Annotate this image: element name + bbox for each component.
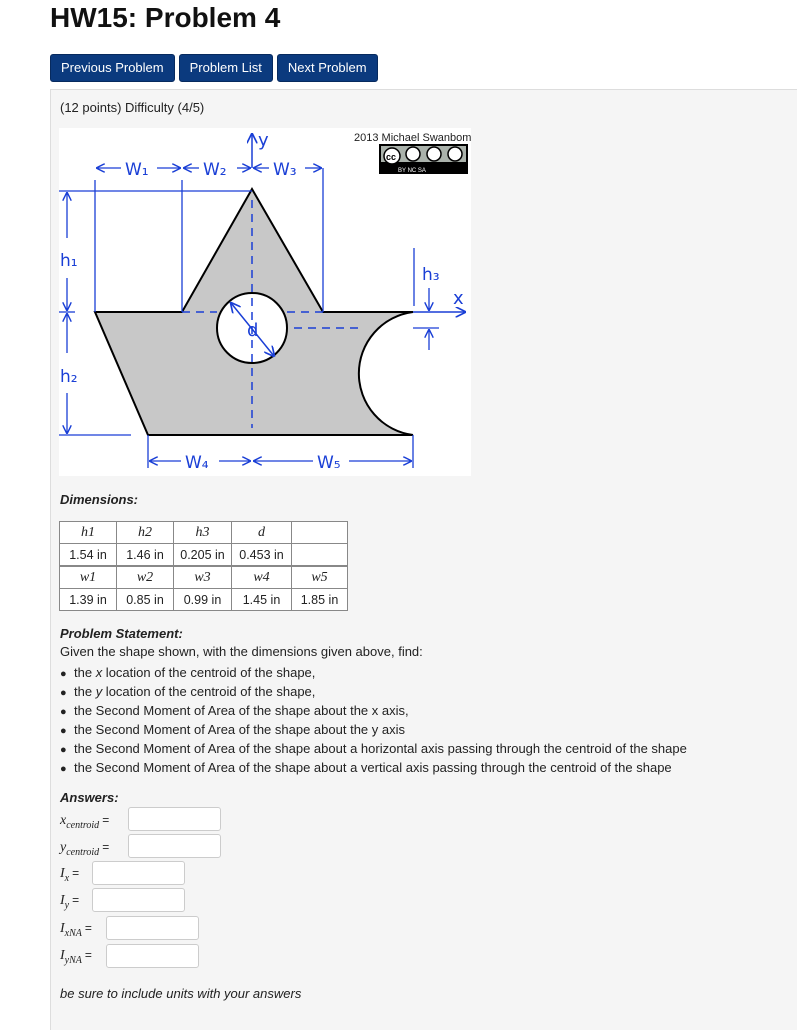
dimensions-heading: Dimensions: (60, 492, 139, 507)
statement-heading: Problem Statement: (60, 626, 183, 641)
page-title: HW15: Problem 4 (50, 2, 281, 33)
task-y-centroid: ● the y location of the centroid of the shape, (60, 684, 316, 699)
label-h2: h₂ (60, 367, 78, 387)
value-w4: 1.45 in (232, 589, 292, 611)
col-w4: w4 (232, 567, 292, 589)
value-w2: 0.85 in (117, 589, 174, 611)
value-w3: 0.99 in (174, 589, 232, 611)
previous-problem-button[interactable]: Previous Problem (50, 54, 175, 82)
ixna-input[interactable] (106, 916, 199, 940)
problem-navigation (50, 54, 378, 82)
label-d: d (247, 320, 259, 341)
answers-heading: Answers: (60, 790, 119, 805)
task-x-centroid: ● the x location of the centroid of the shape, (60, 665, 316, 680)
units-note: be sure to include units with your answers (60, 986, 302, 1001)
value-h1: 1.54 in (60, 544, 117, 566)
col-d: d (232, 522, 292, 544)
task-iy: ● the Second Moment of Area of the shape about the y axis (60, 722, 405, 737)
label-h3: h₃ (422, 265, 440, 285)
answer-label-iyna: $I_{yNA}$ = (60, 948, 92, 966)
answer-label-x-centroid: $x_{centroid}$ = (60, 813, 110, 831)
task-list (60, 663, 687, 777)
answer-label-y-centroid: $y_{centroid}$ = (60, 840, 110, 858)
col-h2: h2 (117, 522, 174, 544)
empty-cell (292, 522, 348, 544)
label-y-axis: y (258, 130, 269, 151)
task-ix: ● the Second Moment of Area of the shape about the x axis, (60, 703, 409, 718)
statement-intro: Given the shape shown, with the dimensions given above, find: (60, 644, 423, 659)
dimensions-table-widths (59, 566, 348, 611)
answer-label-ixna: $I_{xNA}$ = (60, 921, 92, 939)
col-w2: w2 (117, 567, 174, 589)
value-h3: 0.205 in (174, 544, 232, 566)
label-x-axis: x (453, 288, 464, 309)
ix-input[interactable] (92, 861, 185, 885)
problem-points: (12 points) Difficulty (4/5) (60, 100, 205, 115)
value-d: 0.453 in (232, 544, 292, 566)
iyna-input[interactable] (106, 944, 199, 968)
task-ixna: ● the Second Moment of Area of the shape about a horizontal axis passing through the centroid of the shape (60, 741, 687, 756)
col-h3: h3 (174, 522, 232, 544)
value-h2: 1.46 in (117, 544, 174, 566)
next-problem-button[interactable]: Next Problem (277, 54, 378, 82)
col-w5: w5 (292, 567, 348, 589)
label-w2: W₂ (203, 160, 227, 180)
problem-list-button[interactable]: Problem List (179, 54, 273, 82)
x-centroid-input[interactable] (128, 807, 221, 831)
shape-figure (59, 128, 471, 476)
label-w4: W₄ (185, 453, 209, 473)
value-w5: 1.85 in (292, 589, 348, 611)
y-centroid-input[interactable] (128, 834, 221, 858)
answer-label-ix: $I_x$ = (60, 866, 80, 884)
svg-text:cc: cc (386, 152, 397, 162)
label-w3: W₃ (273, 160, 297, 180)
svg-text:BY NC SA: BY NC SA (398, 168, 426, 174)
cc-license-badge (379, 144, 468, 174)
label-w5: W₅ (317, 453, 341, 473)
col-w3: w3 (174, 567, 232, 589)
col-w1: w1 (60, 567, 117, 589)
dimensions-table-heights (59, 521, 348, 566)
answer-label-iy: $I_y$ = (60, 893, 80, 911)
task-iyna: ● the Second Moment of Area of the shape about a vertical axis passing through the centroid of the shape (60, 760, 672, 775)
iy-input[interactable] (92, 888, 185, 912)
label-w1: W₁ (125, 160, 149, 180)
empty-cell (292, 544, 348, 566)
col-h1: h1 (60, 522, 117, 544)
label-h1: h₁ (60, 251, 78, 271)
value-w1: 1.39 in (60, 589, 117, 611)
figure-credit: 2013 Michael Swanbom (354, 132, 471, 144)
